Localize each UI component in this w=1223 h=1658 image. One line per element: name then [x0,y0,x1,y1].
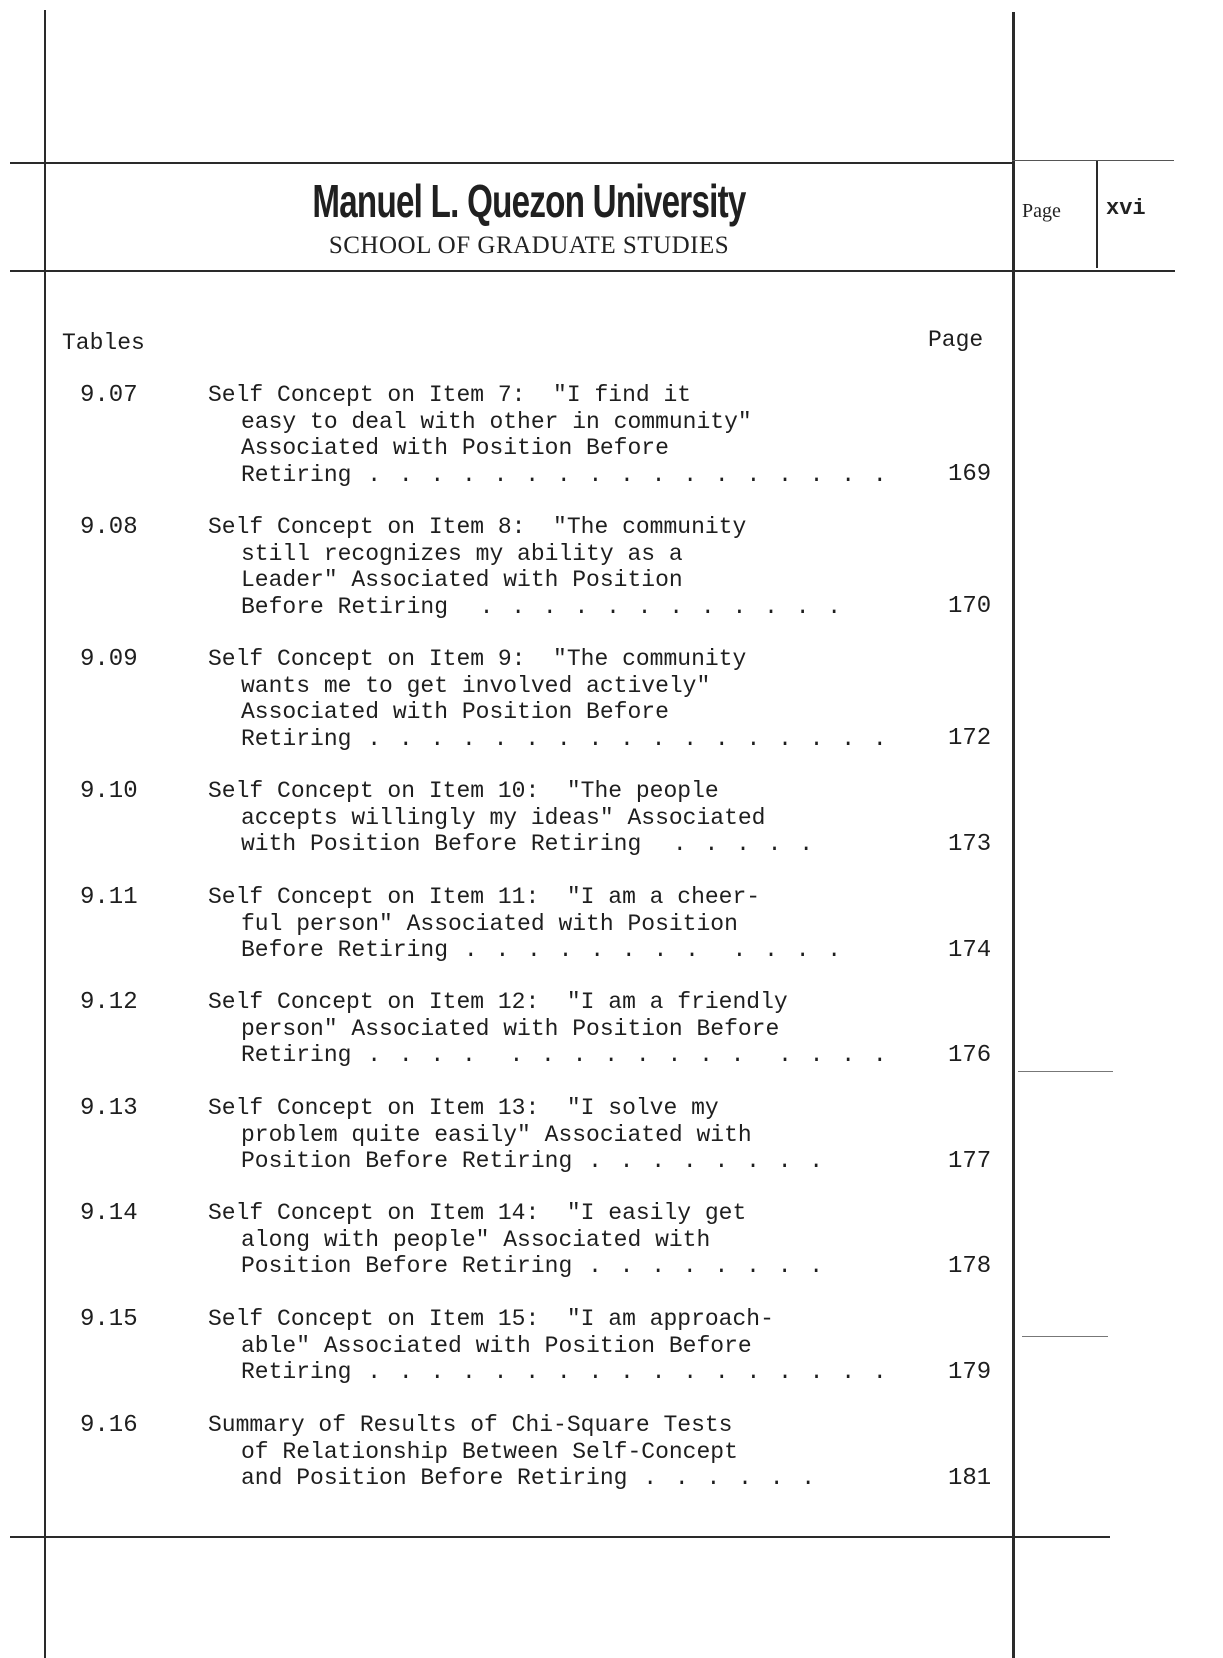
dot-leader: . . . . . . . . . . . . [448,937,844,963]
title-line: of Relationship Between Self-Concept [241,1438,738,1465]
table-number: 9.12 [80,989,138,1016]
title-line: Summary of Results of Chi-Square Tests [208,1412,733,1438]
page-reference: 181 [948,1465,992,1492]
page-reference: 179 [948,1359,992,1386]
title-line: Associated with Position Before [241,435,669,461]
table-number: 9.07 [80,382,138,409]
table-number: 9.16 [80,1412,138,1439]
title-line: Retiring [241,461,352,488]
table-number: 9.15 [80,1306,138,1333]
table-number: 9.14 [80,1200,138,1227]
title-line: easy to deal with other in community" [241,408,752,435]
page-column-heading: Page [928,327,984,353]
dot-leader: . . . . . . . . . . . . . . . . [351,1042,889,1068]
page-number: xvi [1106,196,1146,221]
page-reference: 172 [948,725,992,752]
title-line: problem quite easily" Associated with [241,1121,752,1148]
table-title [208,778,908,858]
page-reference: 177 [948,1148,992,1175]
title-line: with Position Before Retiring [241,831,642,857]
title-line: still recognizes my ability as a [241,540,683,567]
table-number: 9.11 [80,884,138,911]
page-reference: 178 [948,1253,992,1280]
title-line: Position Before Retiring [241,1148,573,1174]
title-line: Retiring [241,1042,352,1068]
title-line: Self Concept on Item 12: "I am a friendly [208,989,788,1015]
table-title [208,646,908,752]
page-reference: 170 [948,593,992,620]
dot-leader: . . . . . [641,831,816,857]
title-line: along with people" Associated with [241,1226,711,1253]
university-name: Manuel L. Quezon University [312,175,746,227]
page-reference: 169 [948,461,992,488]
table-title [208,884,908,964]
title-line: Self Concept on Item 14: "I easily get [208,1200,747,1226]
table-title [208,989,908,1069]
table-title [208,1412,908,1492]
title-line: Before Retiring [241,937,449,963]
page-reference: 176 [948,1042,992,1069]
school-name: SCHOOL OF GRADUATE STUDIES [328,232,730,259]
table-title [208,514,908,620]
title-line: Position Before Retiring [241,1253,573,1279]
title-line: Leader" Associated with Position [241,567,683,593]
dot-leader: . . . . . . . . . . . . . . . . . [351,461,889,488]
title-line: Self Concept on Item 8: "The community [208,514,747,540]
title-line: Retiring [241,725,352,752]
dot-leader: . . . . . . . . . . . . [448,593,844,620]
title-line: Before Retiring [241,593,449,620]
title-line: Self Concept on Item 15: "I am approach- [208,1306,774,1332]
title-line: person" Associated with Position Before [241,1015,780,1042]
title-line: Self Concept on Item 11: "I am a cheer- [208,884,761,910]
table-title [208,1095,908,1175]
title-line: Associated with Position Before [241,699,669,725]
dot-leader: . . . . . . . . . . . . . . . . . [351,1359,889,1385]
title-line: Self Concept on Item 9: "The community [208,646,747,672]
table-number: 9.08 [80,514,138,541]
dot-leader: . . . . . . [627,1465,818,1491]
table-number: 9.09 [80,646,138,673]
table-number: 9.13 [80,1095,138,1122]
table-number: 9.10 [80,778,138,805]
title-line: Self Concept on Item 7: "I find it [208,382,692,408]
title-line: wants me to get involved actively" [241,672,711,699]
page-label: Page [1022,200,1061,222]
dot-leader: . . . . . . . . [572,1148,826,1174]
table-title [208,382,908,488]
page-reference: 173 [948,831,992,858]
title-line: Self Concept on Item 10: "The people [208,778,719,804]
title-line: able" Associated with Position Before [241,1332,752,1359]
title-line: Self Concept on Item 13: "I solve my [208,1095,719,1121]
dot-leader: . . . . . . . . [572,1253,826,1279]
table-title [208,1200,908,1280]
title-line: and Position Before Retiring [241,1465,628,1491]
page-reference: 174 [948,937,992,964]
title-line: Retiring [241,1359,352,1385]
title-line: accepts willingly my ideas" Associated [241,804,766,831]
dot-leader: . . . . . . . . . . . . . . . . . [351,725,889,752]
tables-column-heading: Tables [62,330,145,356]
table-title [208,1306,908,1386]
title-line: ful person" Associated with Position [241,910,738,937]
